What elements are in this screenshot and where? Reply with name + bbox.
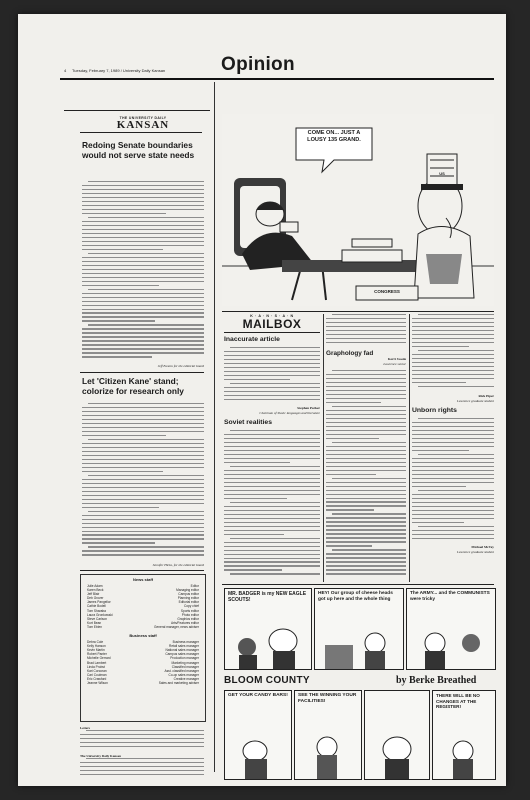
staff-role: Campus editor xyxy=(178,592,199,597)
section-title: Opinion xyxy=(221,54,295,75)
comic-panel xyxy=(314,588,404,670)
letter3-headline: Graphology fad xyxy=(326,350,374,357)
cartoon-hat-text: US xyxy=(439,171,445,176)
comic-panel2-art xyxy=(315,589,403,669)
staff-role: Copy chief xyxy=(183,604,199,609)
mailbox-title: MAILBOX xyxy=(242,317,302,331)
letter4-body xyxy=(412,418,494,544)
staff-name: Karen Beck xyxy=(87,588,104,593)
staff-row xyxy=(87,625,199,629)
staff-role: Retail sales manager xyxy=(169,644,199,649)
mid-signature: Rick Piper xyxy=(478,394,494,398)
staff-name: Tom Sharaba xyxy=(87,608,106,613)
staff-role: Business manager xyxy=(172,640,199,645)
letter3-title: Lawrence senior xyxy=(383,362,406,366)
staff-name: Michelle Gerrard xyxy=(87,656,111,661)
news-staff-title: News staff xyxy=(132,577,153,582)
rule xyxy=(80,372,204,373)
comic-panel xyxy=(406,588,496,670)
letter4-title: Lawrence graduate student xyxy=(457,550,494,554)
staff-role: General manager, news adviser xyxy=(153,624,199,629)
rule xyxy=(80,570,204,571)
cartoon-balloon: COME ON... JUST A LOUSY 135 GRAND. xyxy=(307,130,361,143)
rule xyxy=(80,132,202,133)
letter4-headline: Unborn rights xyxy=(412,407,457,414)
editorial-cartoon xyxy=(222,114,494,306)
staff-name: Kelly Hanson xyxy=(87,644,106,649)
mailbox-banner xyxy=(224,314,320,330)
staff-role: Photo editor xyxy=(181,612,199,617)
comic-panel2-text: HEY! Our group of cheese heads got up here and the whole thing xyxy=(318,591,393,602)
letters-policy-lead: Letters xyxy=(80,726,91,730)
letter1-body xyxy=(224,347,320,405)
staff-role: Planning editor xyxy=(177,596,199,601)
staff-role: Campus sales manager xyxy=(165,652,199,657)
editorial1-body xyxy=(82,181,204,361)
letter4-signature: Michael McVey xyxy=(471,545,494,549)
rule xyxy=(222,584,494,585)
comic-panel8-text: THERE WILL BE NO CHANGES AT THE REGISTER! xyxy=(436,693,480,710)
staff-role: National sales manager xyxy=(165,648,199,653)
letter3-signature: Kerri Swede xyxy=(387,357,406,361)
staff-role: Sports editor xyxy=(180,608,199,613)
editorial2-signature: Jennifer Hicks, for the editorial board xyxy=(152,563,204,567)
comic-panel5-art xyxy=(225,691,291,779)
letters-policy xyxy=(80,726,204,778)
comic-panel8-art xyxy=(433,691,495,779)
masthead-kicker: THE UNIVERSITY DAILY xyxy=(119,116,167,120)
rule xyxy=(224,332,320,333)
editorial1-signature: Jeff Euston for the editorial board xyxy=(157,364,204,368)
letter3-continued xyxy=(412,314,494,392)
staff-role: Production manager xyxy=(170,656,199,661)
staff-name: Eric Crawford xyxy=(87,676,107,681)
masthead-name: KANSAN xyxy=(116,119,170,131)
staff-name: Kurt Bean xyxy=(87,620,102,625)
business-staff-title: Business staff xyxy=(129,633,157,639)
staff-name: Kevin Martin xyxy=(87,648,105,653)
comic-panel3-art xyxy=(407,589,495,669)
staff-box xyxy=(80,574,206,722)
mailbox-dots: K · A · N · S · A · N xyxy=(250,314,294,318)
comic-panel5-text: GET YOUR CANDY BARS! xyxy=(228,693,288,698)
staff-name: Kari Corcoran xyxy=(87,668,107,673)
staff-name: Jeff Blair xyxy=(87,592,100,597)
staff-role: Asst. classified manager xyxy=(164,668,199,673)
staff-role: Arts/Features editor xyxy=(171,620,199,625)
staff-row xyxy=(87,681,199,685)
letters-policy-body xyxy=(80,730,204,750)
staff-role: Managing editor xyxy=(176,588,199,593)
editorial2-headline: Let 'Citizen Kane' stand; colorize for research only xyxy=(82,376,184,396)
letter1-title: Chairman of Slavic languages and literature xyxy=(259,411,320,415)
comic-panel1-art xyxy=(225,589,311,669)
staff-name: Tom Eblen xyxy=(87,624,103,629)
comic-panel xyxy=(364,690,430,780)
staff-name: Laura Gronkowski xyxy=(87,612,113,617)
comic-panel1-text: MR. BADGER is my NEW EAGLE SCOUTS! xyxy=(228,591,307,603)
news-staff-list xyxy=(87,584,199,629)
staff-role: Editorial editor xyxy=(178,600,199,605)
staff-role: Editor xyxy=(190,584,199,588)
letter1-headline: Inaccurate article xyxy=(224,336,280,343)
staff-name: Julie Adam xyxy=(87,584,103,588)
comic-panel xyxy=(224,588,312,670)
staff-name: Deb Grover xyxy=(87,596,104,601)
comic-panel6-text: SEE THE WINNING YOUR FACILITIES! xyxy=(298,693,357,704)
column-divider xyxy=(323,314,324,582)
subscription-lead: The University Daily Kansan xyxy=(80,754,121,758)
editorial2-body xyxy=(82,403,204,561)
letter1-signature: Stephen Parker xyxy=(297,406,320,410)
subscription-body xyxy=(80,758,204,778)
page-number: 4 xyxy=(64,68,67,73)
staff-role: Co-op sales manager xyxy=(168,672,199,677)
dateline: Tuesday, February 7, 1989 / University Daily Kansan xyxy=(72,68,166,73)
comic-panel7-art xyxy=(365,691,429,779)
masthead xyxy=(106,116,180,131)
staff-name: Brad Lambert xyxy=(87,660,107,665)
rule xyxy=(222,311,494,312)
staff-name: Steve Carlson xyxy=(87,616,108,621)
letter2-body xyxy=(224,430,320,580)
staff-role: Marketing manager xyxy=(171,660,199,665)
staff-name: Cathie Bodell xyxy=(87,604,106,609)
staff-role: Graphics editor xyxy=(177,616,199,621)
mid-signature-title: Lawrence graduate student xyxy=(457,399,494,403)
comic-title: BLOOM COUNTY xyxy=(224,675,310,686)
comic-panel3-text: The ARMY... and the COMMUNISTS were tricky xyxy=(410,591,490,602)
letter2-continued xyxy=(326,314,406,348)
staff-name: Cari Coulman xyxy=(87,672,107,677)
staff-role: Sales and marketing adviser xyxy=(158,680,199,685)
staff-name: Jeanne Wilson xyxy=(87,680,108,685)
column-divider xyxy=(214,82,215,772)
cartoon-plate-text: CONGRESS xyxy=(374,289,400,294)
newspaper-page xyxy=(18,14,506,786)
staff-role: Classified manager xyxy=(171,664,199,669)
staff-role: Creative manager xyxy=(173,676,199,681)
staff-name: Debra Cole xyxy=(87,640,104,645)
header-rule xyxy=(60,78,494,80)
column-divider xyxy=(409,314,410,582)
comic-panel xyxy=(224,690,292,780)
comic-panel xyxy=(432,690,496,780)
staff-name: Linda Probst xyxy=(87,664,105,669)
comic-panel xyxy=(294,690,362,780)
letter2-headline: Soviet realities xyxy=(224,419,272,426)
letter3-body xyxy=(326,370,406,580)
business-staff-list xyxy=(87,640,199,685)
comic-credit: by Berke Breathed xyxy=(396,675,477,686)
rule xyxy=(64,110,210,111)
comic-panel6-art xyxy=(295,691,361,779)
editorial1-headline: Redoing Senate boundaries would not serve state needs xyxy=(82,140,195,160)
staff-name: James Pangellor xyxy=(87,600,111,605)
staff-name: Robert Panter xyxy=(87,652,107,657)
